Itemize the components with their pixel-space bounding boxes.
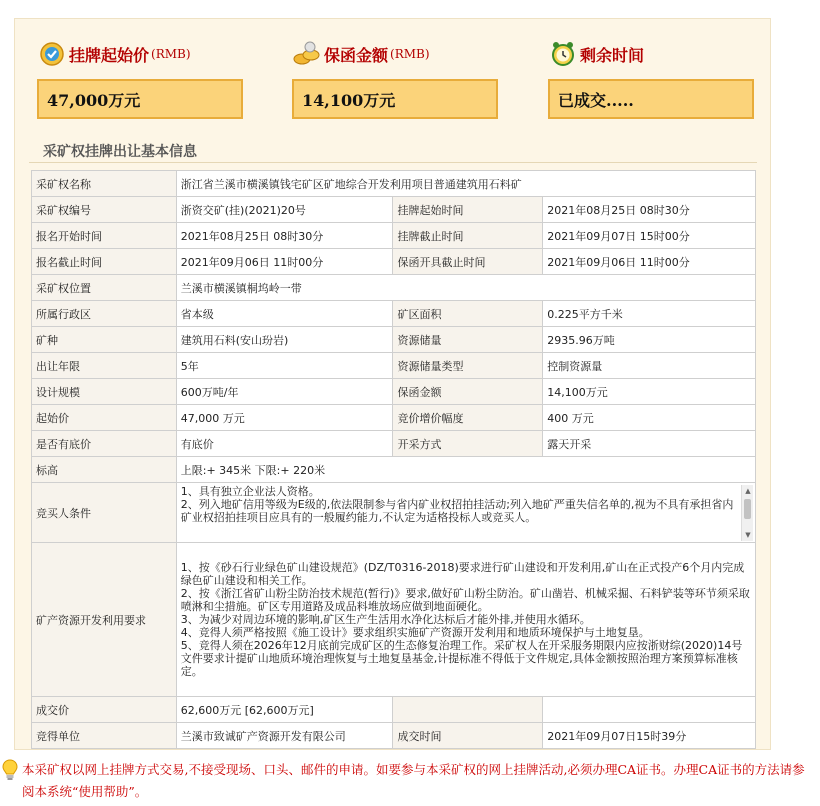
table-row: [32, 431, 756, 457]
money-bag-icon: [37, 39, 67, 69]
field-value: 2021年08月25日 08时30分: [543, 197, 756, 223]
field-key: 保函开具截止时间: [393, 249, 543, 275]
start-price-value: 47,000万元: [37, 79, 243, 119]
deposit-summary: [292, 39, 498, 119]
start-price-summary: [37, 39, 243, 119]
field-value: 浙江省兰溪市横溪镇钱宅矿区矿地综合开发利用项目普通建筑用石料矿: [176, 171, 755, 197]
field-key: 是否有底价: [32, 431, 177, 457]
start-price-unit: (RMB): [151, 47, 191, 61]
deposit-unit: (RMB): [390, 47, 430, 61]
section-divider: [29, 162, 757, 163]
notice-text: 本采矿权以网上挂牌方式交易,不接受现场、口头、邮件的申请。如要参与本采矿权的网上挂牌活动,必须办理CA证书。办理CA证书的方法请参阅本系统“使用帮助”。: [22, 762, 805, 799]
requirement-line: 2、按《浙江省矿山粉尘防治技术规范(暂行)》要求,做好矿山粉尘防治。矿山凿岩、机械采掘、石料铲装等环节须采取喷淋和尘措施。矿区专用道路及成品料堆放场应做到地面硬化。: [180, 587, 750, 613]
field-value: 浙资交矿(挂)(2021)20号: [176, 197, 393, 223]
field-value: 兰溪市横溪镇桐坞岭一带: [176, 275, 755, 301]
field-key: 矿产资源开发利用要求: [32, 543, 177, 697]
table-row: [32, 379, 756, 405]
remaining-time-value: 已成交.....: [548, 79, 754, 119]
field-key: 报名开始时间: [32, 223, 177, 249]
scrollbar-thumb[interactable]: [744, 499, 751, 519]
table-row: [32, 697, 756, 723]
table-row: [32, 405, 756, 431]
bidder-line: 2、列入地矿信用等级为E级的,依法限制参与省内矿业权招拍挂活动;列入地矿严重失信名单的,视为不具有承担省内矿业权招拍挂项目应具有的一般履约能力,不认定为适格投标人或竞买人。: [180, 497, 734, 524]
field-value: 省本级: [176, 301, 393, 327]
table-row: [32, 327, 756, 353]
table-row: [32, 723, 756, 749]
field-value: 62,600万元 [62,600万元]: [176, 697, 393, 723]
table-row: [32, 197, 756, 223]
bidder-conditions-scrollbox[interactable]: [181, 485, 753, 541]
field-key: 竞得单位: [32, 723, 177, 749]
table-row: [32, 543, 756, 697]
field-key: 矿种: [32, 327, 177, 353]
requirement-line: 1、按《砂石行业绿色矿山建设规范》(DZ/T0316-2018)要求进行矿山建设和开发利用,矿山在正式投产6个月内完成绿色矿山建设和相关工作。: [180, 561, 745, 587]
field-value: 有底价: [176, 431, 393, 457]
table-row: [32, 171, 756, 197]
bidder-line: 1、具有独立企业法人资格。: [180, 484, 320, 498]
field-value: 建筑用石料(安山玢岩): [176, 327, 393, 353]
requirement-line: 3、为减少对周边环境的影响,矿区生产生活用水净化达标后才能外排,并使用水循环。: [180, 613, 591, 626]
deposit-label: 保函金额: [324, 45, 389, 65]
field-value: 2021年09月07日 15时00分: [543, 223, 756, 249]
field-key: 资源储量: [393, 327, 543, 353]
bidder-conditions-cell: [176, 483, 755, 543]
field-key: 出让年限: [32, 353, 177, 379]
table-row: [32, 223, 756, 249]
field-value: 0.225平方千米: [543, 301, 756, 327]
field-value: 2021年09月06日 11时00分: [543, 249, 756, 275]
field-value: 2935.96万吨: [543, 327, 756, 353]
table-row: [32, 249, 756, 275]
field-value: 600万吨/年: [176, 379, 393, 405]
field-key: 采矿权编号: [32, 197, 177, 223]
field-value: 2021年09月06日 11时00分: [176, 249, 393, 275]
field-value: 控制资源量: [543, 353, 756, 379]
field-value: 14,100万元: [543, 379, 756, 405]
field-key: 起始价: [32, 405, 177, 431]
field-key: 资源储量类型: [393, 353, 543, 379]
table-row: [32, 275, 756, 301]
lightbulb-icon: [2, 759, 18, 784]
field-key: 报名截止时间: [32, 249, 177, 275]
field-key: 保函金额: [393, 379, 543, 405]
field-key-empty: [393, 697, 543, 723]
field-key: 成交价: [32, 697, 177, 723]
field-key: 所属行政区: [32, 301, 177, 327]
table-row: [32, 301, 756, 327]
requirement-line: 5、竞得人须在2026年12月底前完成矿区的生态修复治理工作。采矿权人在开采服务期限内应按浙财综(2020)14号文件要求计提矿山地质环境治理恢复与土地复垦基金,计提标准不得低于文件规定,具体金额按照治理方案预算标准核定。: [180, 639, 743, 678]
remaining-time-summary: [548, 39, 754, 119]
field-key: 设计规模: [32, 379, 177, 405]
section-title: 采矿权挂牌出让基本信息: [43, 144, 197, 160]
notice-bar: [0, 757, 820, 806]
start-price-label: 挂牌起始价: [69, 45, 150, 65]
field-value: 上限:+ 345米 下限:+ 220米: [176, 457, 755, 483]
deposit-value: 14,100万元: [292, 79, 498, 119]
scroll-up-icon[interactable]: ▲: [745, 486, 751, 495]
field-key: 竞价增价幅度: [393, 405, 543, 431]
field-value: 47,000 万元: [176, 405, 393, 431]
coins-icon: [292, 39, 322, 69]
scroll-down-icon[interactable]: ▼: [745, 530, 751, 539]
requirement-line: 4、竞得人须严格按照《施工设计》要求组织实施矿产资源开发利用和地质环境保护与土地复垦。: [180, 626, 650, 639]
remaining-time-label: 剩余时间: [580, 45, 645, 65]
scrollbar[interactable]: [741, 485, 753, 541]
field-key: 成交时间: [393, 723, 543, 749]
table-row: [32, 353, 756, 379]
field-key: 开采方式: [393, 431, 543, 457]
field-key: 采矿权名称: [32, 171, 177, 197]
field-value: 5年: [176, 353, 393, 379]
field-value: 露天开采: [543, 431, 756, 457]
field-value: 400 万元: [543, 405, 756, 431]
field-key: 采矿权位置: [32, 275, 177, 301]
listing-panel: [14, 18, 771, 750]
field-value: 2021年09月07日15时39分: [543, 723, 756, 749]
field-key: 挂牌起始时间: [393, 197, 543, 223]
field-key: 标高: [32, 457, 177, 483]
field-key: 矿区面积: [393, 301, 543, 327]
field-key: 挂牌截止时间: [393, 223, 543, 249]
field-key: 竞买人条件: [32, 483, 177, 543]
info-table: [31, 170, 756, 749]
dev-requirements-cell: [176, 543, 755, 697]
table-row: [32, 483, 756, 543]
field-value-empty: [543, 697, 756, 723]
field-value: 2021年08月25日 08时30分: [176, 223, 393, 249]
alarm-clock-icon: [548, 39, 578, 69]
field-value: 兰溪市致诚矿产资源开发有限公司: [176, 723, 393, 749]
table-row: [32, 457, 756, 483]
